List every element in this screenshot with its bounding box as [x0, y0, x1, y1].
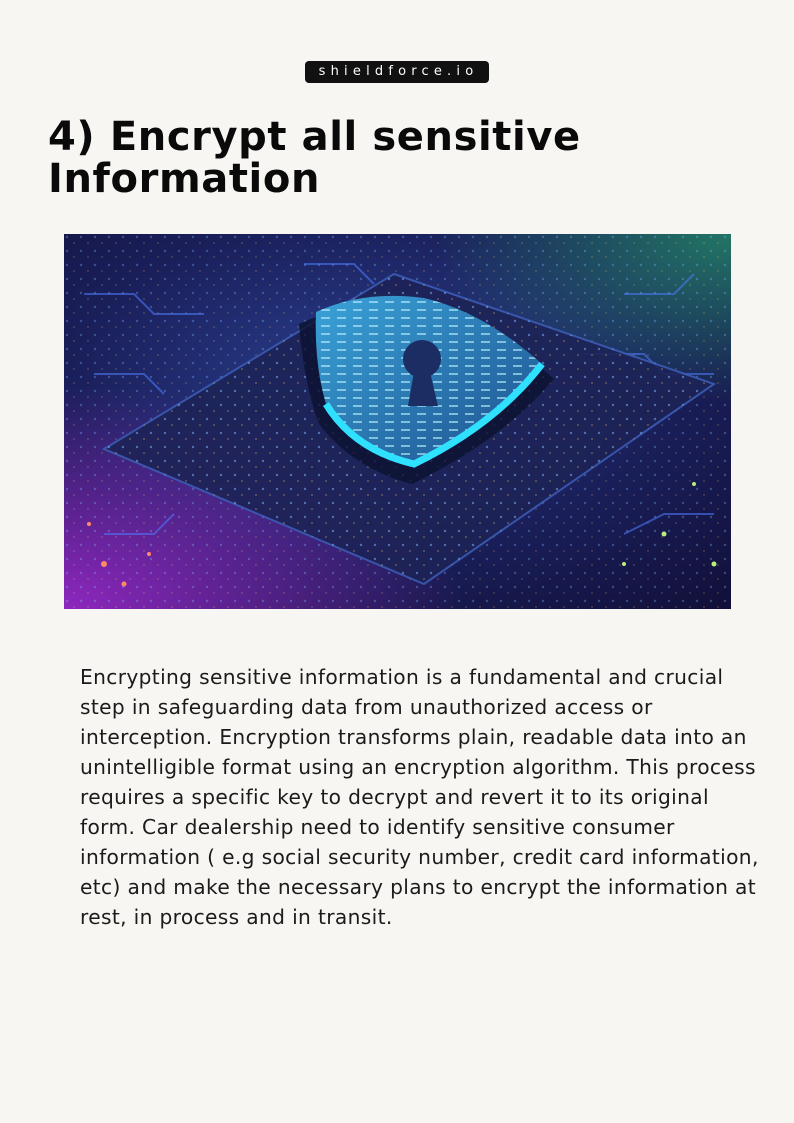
brand-badge: shieldforce.io — [305, 61, 489, 83]
page-title: 4) Encrypt all sensitive Information — [48, 114, 581, 202]
shield-lock-icon — [64, 234, 731, 609]
hero-image — [64, 234, 731, 609]
body-paragraph: Encrypting sensitive information is a fundamental and crucial step in safeguarding data from unauthorized access or interception. Encryption transforms plain, readable data into an unintelligible format using an encryption algorithm. This process requires a specific key to decrypt and revert it to its original form. Car dealership need to identify sensitive consumer information ( e.g social security number, credit card information, etc) and make the necessary plans to encrypt the information at rest, in process and in transit. — [80, 665, 759, 929]
